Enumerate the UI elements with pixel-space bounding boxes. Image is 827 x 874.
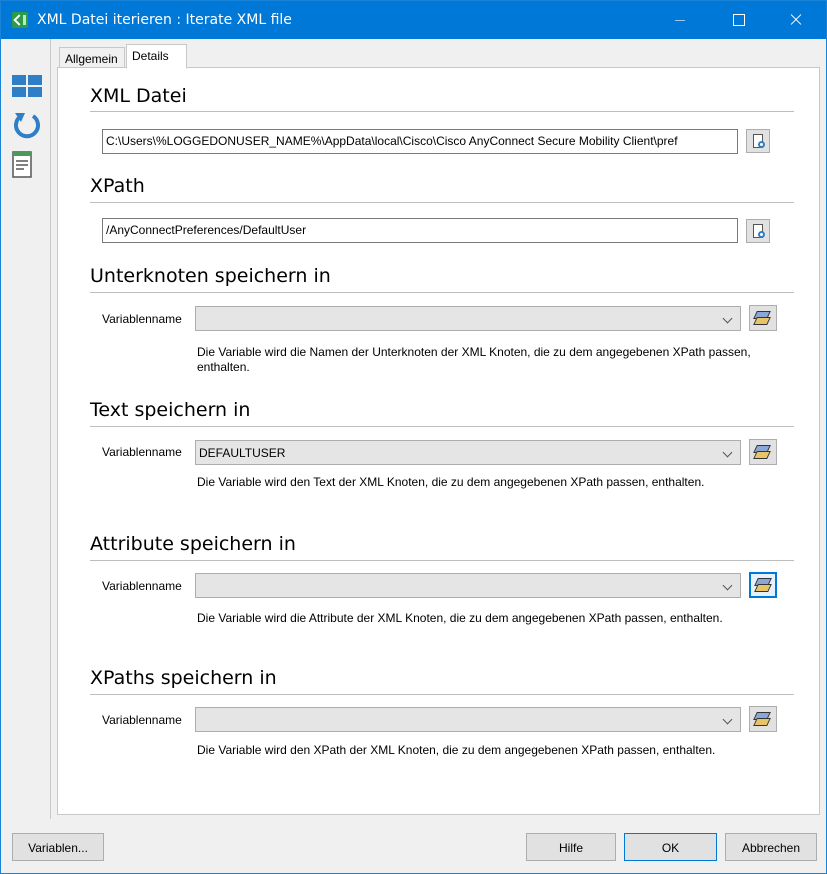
browse-xml-file-button[interactable] — [746, 129, 770, 153]
attributes-variable-label: Variablenname — [102, 579, 182, 593]
subnodes-variable-select[interactable] — [195, 306, 741, 331]
section-title-xml-file: XML Datei — [90, 85, 187, 107]
chevron-down-icon — [723, 448, 733, 458]
browse-xpath-button[interactable] — [746, 219, 770, 243]
subnodes-variable-picker-button[interactable] — [749, 305, 777, 331]
xpaths-variable-select[interactable] — [195, 707, 741, 732]
section-divider — [90, 292, 794, 293]
subnodes-help-text: Die Variable wird die Namen der Unterknoten der XML Knoten, die zu dem angegebenen XPath passen, enthalten. — [197, 345, 751, 374]
chevron-down-icon — [723, 581, 733, 591]
cancel-button[interactable]: Abbrechen — [725, 833, 817, 861]
xpaths-variable-label: Variablenname — [102, 713, 182, 727]
layout-grid-icon[interactable] — [11, 72, 43, 100]
attributes-help-text: Die Variable wird die Attribute der XML Knoten, die zu dem angegebenen XPath passen, enthalten. — [197, 611, 723, 625]
subnodes-variable-label: Variablenname — [102, 312, 182, 326]
section-title-xpaths: XPaths speichern in — [90, 667, 277, 689]
section-divider — [90, 202, 794, 203]
text-variable-label: Variablenname — [102, 445, 182, 459]
attributes-variable-select[interactable] — [195, 573, 741, 598]
xml-file-input[interactable]: C:\Users\%LOGGEDONUSER_NAME%\AppData\local\Cisco\Cisco AnyConnect Secure Mobility Client\pref — [102, 129, 738, 154]
chevron-down-icon — [723, 715, 733, 725]
maximize-button[interactable] — [715, 1, 761, 39]
magnifier-icon — [758, 231, 765, 238]
text-variable-value: DEFAULTUSER — [199, 446, 286, 460]
section-divider — [90, 426, 794, 427]
variable-picker-icon-layer — [754, 584, 772, 592]
refresh-icon[interactable] — [11, 109, 43, 137]
xpath-input[interactable]: /AnyConnectPreferences/DefaultUser — [102, 218, 738, 243]
form-icon[interactable] — [11, 151, 43, 179]
close-button[interactable] — [773, 1, 819, 39]
text-variable-select[interactable] — [195, 440, 741, 465]
section-title-subnodes: Unterknoten speichern in — [90, 265, 331, 287]
magnifier-icon — [758, 141, 765, 148]
variable-picker-icon-layer — [753, 451, 771, 459]
tab-general[interactable]: Allgemein — [59, 47, 125, 68]
ok-button[interactable]: OK — [624, 833, 717, 861]
section-divider — [90, 111, 794, 112]
xpaths-help-text: Die Variable wird den XPath der XML Knoten, die zu dem angegebenen XPath passen, enthalten. — [197, 743, 716, 757]
minimize-button[interactable] — [657, 1, 703, 39]
help-button[interactable]: Hilfe — [526, 833, 616, 861]
section-title-text: Text speichern in — [90, 399, 251, 421]
section-title-xpath: XPath — [90, 175, 145, 197]
section-title-attributes: Attribute speichern in — [90, 533, 296, 555]
variable-picker-icon-layer — [753, 718, 771, 726]
app-icon — [12, 12, 28, 28]
window-title: XML Datei iterieren : Iterate XML file — [37, 12, 292, 28]
tab-details[interactable]: Details — [126, 44, 187, 69]
xpaths-variable-picker-button[interactable] — [749, 706, 777, 732]
variable-picker-icon-layer — [753, 317, 771, 325]
text-variable-picker-button[interactable] — [749, 439, 777, 465]
title-bar — [1, 1, 826, 39]
left-toolbar — [1, 39, 51, 819]
section-divider — [90, 560, 794, 561]
text-help-text: Die Variable wird den Text der XML Knoten, die zu dem angegebenen XPath passen, enthalten. — [197, 475, 705, 489]
chevron-down-icon — [723, 314, 733, 324]
section-divider — [90, 694, 794, 695]
attributes-variable-picker-button[interactable] — [749, 572, 777, 598]
variables-button[interactable]: Variablen... — [12, 833, 104, 861]
